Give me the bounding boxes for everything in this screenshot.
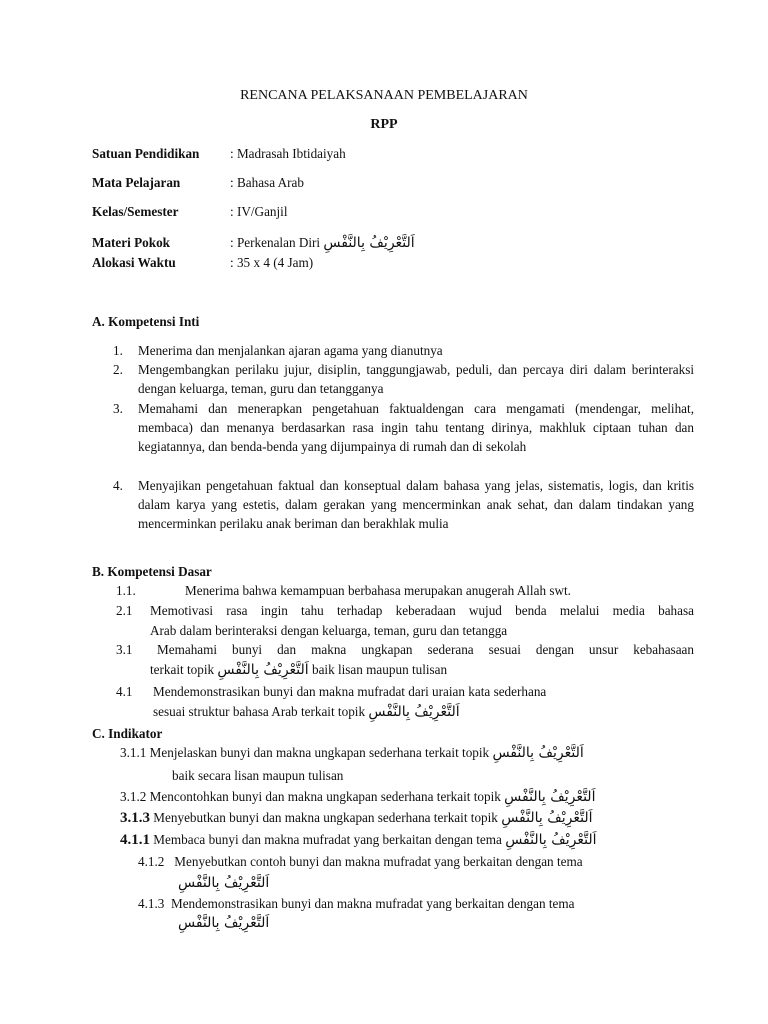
kd-number: 4.1 [116,684,133,699]
arabic-topic: اَلتَّعْرِيْفُ بِالنَّفْسِ [492,745,584,761]
arabic-topic: اَلتَّعْرِيْفُ بِالنَّفْسِ [217,662,309,678]
document-subtitle: RPP [370,117,398,132]
indicator-item [120,830,596,850]
section-a-heading: A. Kompetensi Inti [92,314,200,329]
indicator-text: Membaca bunyi dan makna mufradat yang berkaitan dengan tema [153,832,502,847]
field-label-materi: Materi Pokok [92,235,171,250]
indicator-item [120,787,595,807]
arabic-topic: اَلتَّعْرِيْفُ بِالنَّفْسِ [368,704,460,720]
kd-line: Arab dalam berinteraksi dengan keluarga, teman, guru dan tetangga [150,623,508,638]
field-label-mapel: Mata Pelajaran [92,175,181,190]
indicator-text: Menyebutkan contoh bunyi dan makna mufradat yang berkaitan dengan tema [174,854,583,869]
indicator-number: 3.1.3 [120,810,150,826]
kd-line [153,702,460,722]
kd-text: baik lisan maupun tulisan [311,662,448,677]
indicator-text: Menyebutkan bunyi dan makna ungkapan sederhana terkait topik [153,810,498,825]
field-label-kelas: Kelas/Semester [92,204,179,219]
arabic-topic: اَلتَّعْرِيْفُ بِالنَّفْسِ [504,789,596,805]
ki-item: Menerima dan menjalankan ajaran agama yang dianutnya [138,343,443,358]
kd-line: Menerima bahwa kemampuan berbahasa merupakan anugerah Allah swt. [185,583,571,598]
field-value-mapel: : Bahasa Arab [230,175,304,190]
field-value-satuan: : Madrasah Ibtidaiyah [230,146,346,161]
field-label-satuan: Satuan Pendidikan [92,146,200,161]
ki-item: Menyajikan pengetahuan faktual dan konseptual dalam bahasa yang jelas, sistematis, logis, dan kritis dalam karya yang estetis, dalam gerakan yang mencerminkan anak sehat, dan dalam tindakan yang mencerminkan perilaku anak beriman dan berakhlak mulia [138,478,694,531]
indicator-item [120,743,584,763]
kd-text: terkait topik [150,662,215,677]
indicator-text: 3.1.1 Menjelaskan bunyi dan makna ungkapan sederhana terkait topik [120,745,490,760]
ki-number: 3. [113,401,123,416]
ki-item: Mengembangkan perilaku jujur, disiplin, tanggungjawab, peduli, dan percaya diri dalam berinteraksi dengan keluarga, teman, guru dan tetangganya [138,362,694,396]
kd-number: 3.1 [116,642,133,657]
indicator-item [138,894,575,913]
arabic-topic: اَلتَّعْرِيْفُ بِالنَّفْسِ [178,915,270,931]
arabic-topic: اَلتَّعْرِيْفُ بِالنَّفْسِ [323,235,415,251]
ki-number: 1. [113,343,123,358]
kd-number: 2.1 [116,603,133,618]
field-value-alokasi: : 35 x 4 (4 Jam) [230,255,314,270]
indicator-text: 3.1.2 Mencontohkan bunyi dan makna ungkapan sederhana terkait topik [120,789,501,804]
kd-line: Mendemonstrasikan bunyi dan makna mufradat dari uraian kata sederhana [153,684,547,699]
indicator-number: 4.1.3 [138,896,165,911]
arabic-topic: اَلتَّعْرِيْفُ بِالنَّفْسِ [505,832,597,848]
section-c-heading: C. Indikator [92,726,163,741]
indicator-continuation: baik secara lisan maupun tulisan [172,768,344,783]
indicator-item [138,852,583,871]
field-label-alokasi: Alokasi Waktu [92,255,176,270]
indicator-number: 4.1.2 [138,854,165,869]
materi-text: : Perkenalan Diri [230,235,321,250]
arabic-topic: اَلتَّعْرِيْفُ بِالنَّفْسِ [178,875,270,891]
indicator-item [120,808,592,828]
kd-line: Memotivasi rasa ingin tahu terhadap keberadaan wujud benda melalui media bahasa [150,603,694,618]
kd-line [150,660,447,680]
arabic-topic: اَلتَّعْرِيْفُ بِالنَّفْسِ [501,810,593,826]
kd-text: sesuai struktur bahasa Arab terkait topik [153,704,366,719]
ki-item: Memahami dan menerapkan pengetahuan faktualdengan cara mengamati (mendengar, melihat, membaca) dan menanya berdasarkan rasa ingin tahu tentang dirinya, makhluk ciptaan tuhan dan kegiatannya, dan benda-benda yang dijumpainya di rumah dan di sekolah [138,401,694,454]
ki-number: 4. [113,478,123,493]
indicator-text: Mendemonstrasikan bunyi dan makna mufradat yang berkaitan dengan tema [170,896,575,911]
section-b-heading: B. Kompetensi Dasar [92,564,212,579]
indicator-number: 4.1.1 [120,832,150,848]
field-value-kelas: : IV/Ganjil [230,204,288,219]
field-value-materi [230,233,415,253]
document-title: RENCANA PELAKSANAAN PEMBELAJARAN [240,88,528,103]
kd-number: 1.1. [116,583,136,598]
kd-line: Memahami bunyi dan makna ungkapan sederana sesuai dengan unsur kebahasaan [157,642,694,657]
ki-number: 2. [113,362,123,377]
